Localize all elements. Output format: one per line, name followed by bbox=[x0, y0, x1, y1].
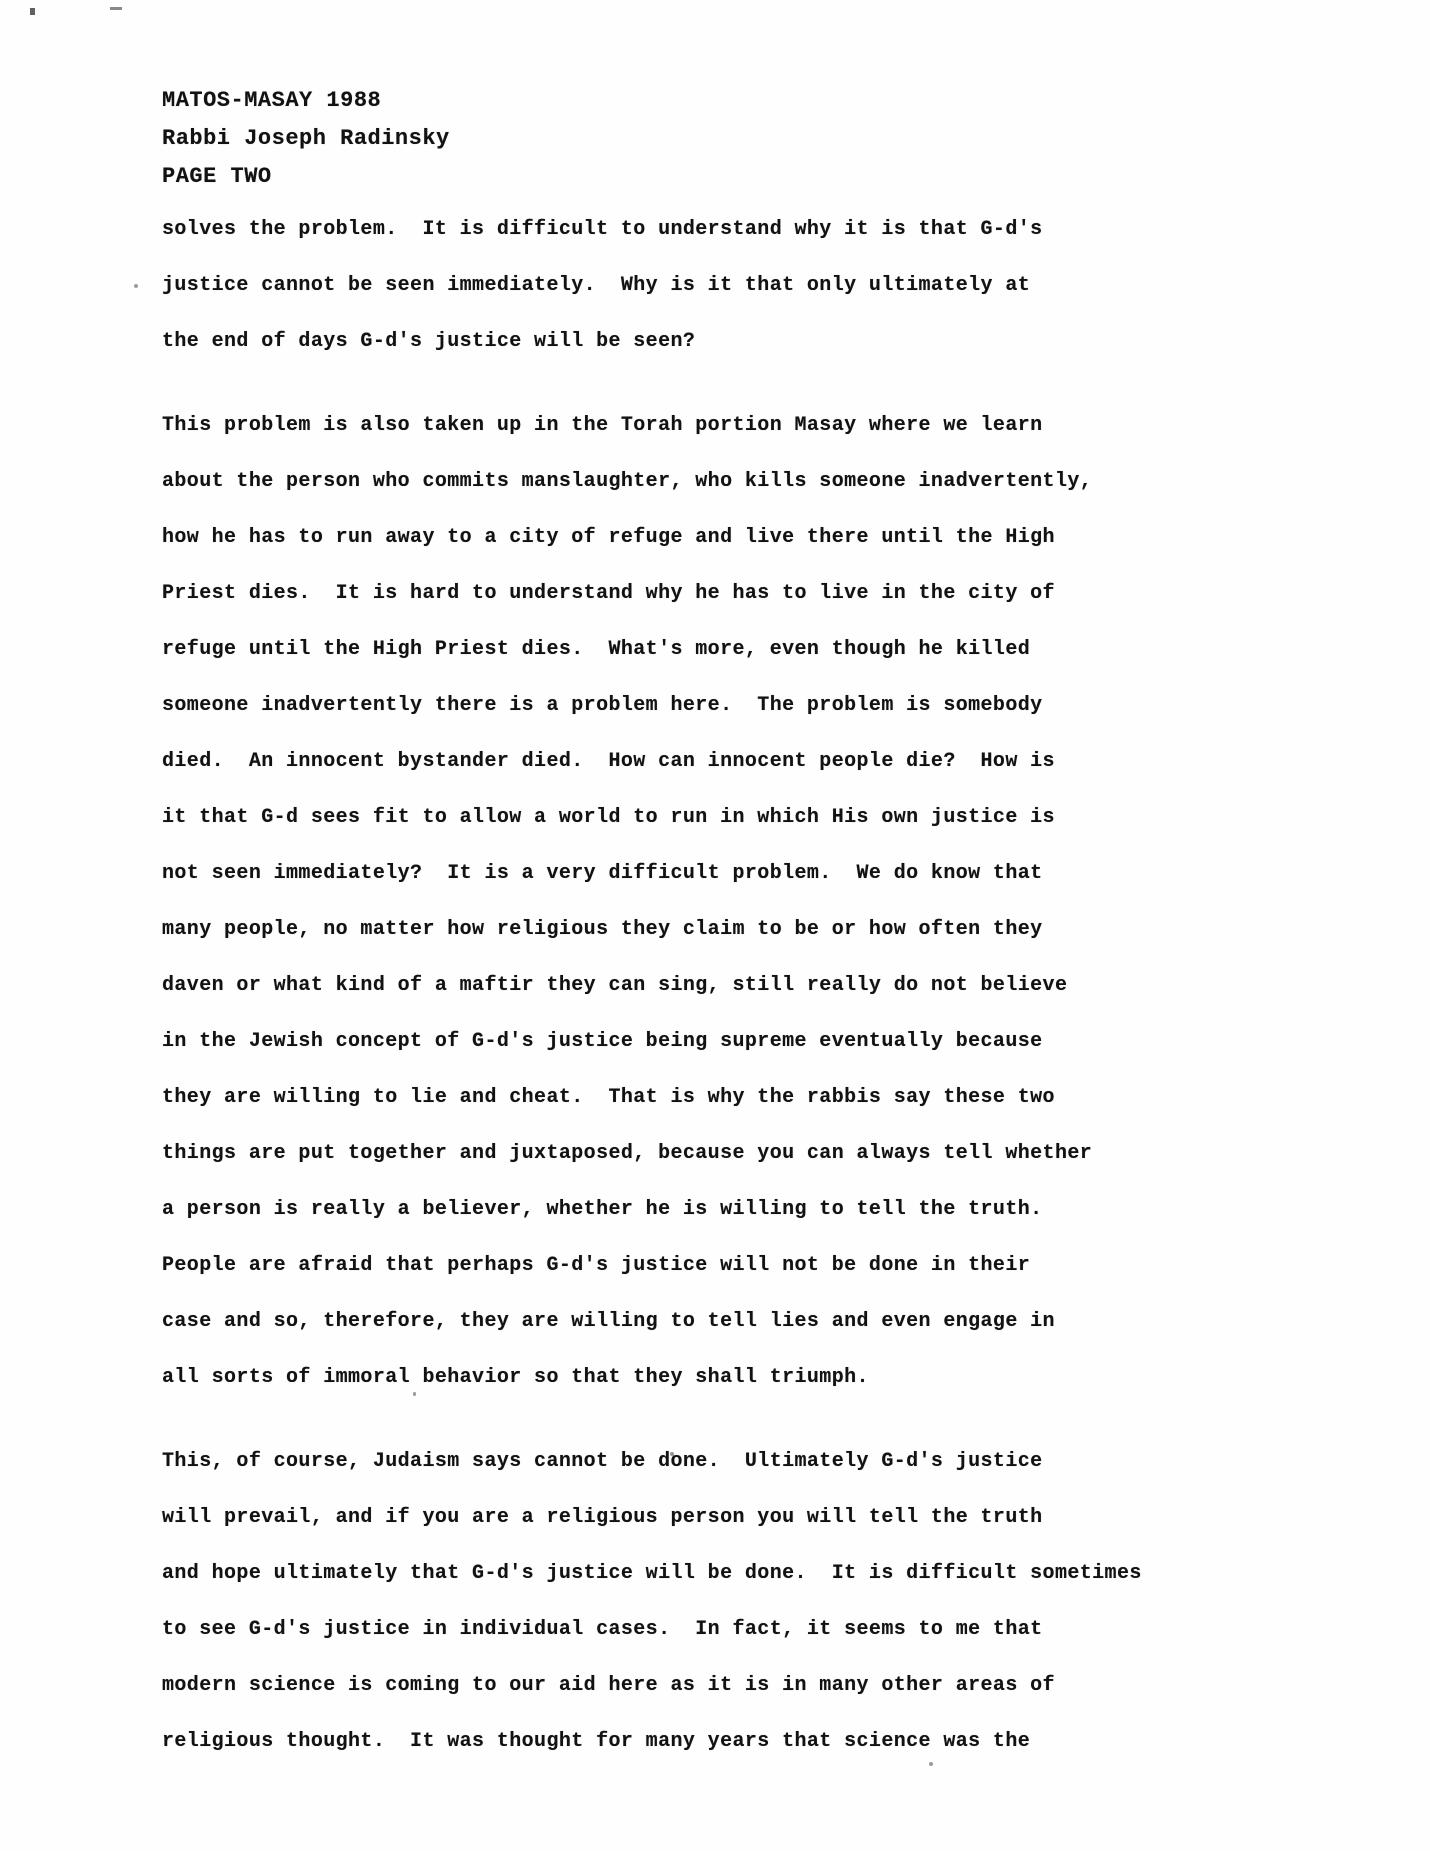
text-line: justice cannot be seen immediately. Why is it that only ultimately at bbox=[162, 274, 1031, 297]
text-line: someone inadvertently there is a problem here. The problem is somebody bbox=[162, 694, 1043, 717]
scan-artifact bbox=[110, 7, 122, 10]
text-line: to see G-d's justice in individual cases. In fact, it seems to me that bbox=[162, 1618, 1043, 1641]
text-line: died. An innocent bystander died. How can innocent people die? How is bbox=[162, 750, 1055, 773]
text-line: refuge until the High Priest dies. What's more, even though he killed bbox=[162, 638, 1031, 661]
text-line: not seen immediately? It is a very difficult problem. We do know that bbox=[162, 862, 1043, 885]
text-line: a person is really a believer, whether he is willing to tell the truth. bbox=[162, 1198, 1043, 1221]
paragraph-2 bbox=[162, 398, 1370, 1406]
text-line: People are afraid that perhaps G-d's justice will not be done in their bbox=[162, 1254, 1031, 1277]
text-line: all sorts of immoral behavior so that they shall triumph. bbox=[162, 1366, 869, 1389]
text-line: This problem is also taken up in the Torah portion Masay where we learn bbox=[162, 414, 1043, 437]
paragraph-1 bbox=[162, 202, 1370, 370]
scan-artifact bbox=[30, 8, 35, 15]
text-line: about the person who commits manslaughter, who kills someone inadvertently, bbox=[162, 470, 1093, 493]
text-line: will prevail, and if you are a religious person you will tell the truth bbox=[162, 1506, 1043, 1529]
header-title: MATOS-MASAY 1988 bbox=[162, 88, 382, 113]
text-line: modern science is coming to our aid here as it is in many other areas of bbox=[162, 1674, 1055, 1697]
text-line: daven or what kind of a maftir they can sing, still really do not believe bbox=[162, 974, 1068, 997]
paragraph-3 bbox=[162, 1434, 1370, 1770]
text-line: and hope ultimately that G-d's justice will be done. It is difficult sometimes bbox=[162, 1562, 1142, 1585]
text-line: the end of days G-d's justice will be seen? bbox=[162, 330, 696, 353]
text-line: they are willing to lie and cheat. That is why the rabbis say these two bbox=[162, 1086, 1055, 1109]
header-page-number: PAGE TWO bbox=[162, 164, 272, 189]
document-header bbox=[162, 82, 1370, 196]
scan-artifact bbox=[134, 284, 138, 288]
text-line: case and so, therefore, they are willing to tell lies and even engage in bbox=[162, 1310, 1055, 1333]
text-line: it that G-d sees fit to allow a world to run in which His own justice is bbox=[162, 806, 1055, 829]
text-line: things are put together and juxtaposed, because you can always tell whether bbox=[162, 1142, 1093, 1165]
text-line: Priest dies. It is hard to understand why he has to live in the city of bbox=[162, 582, 1055, 605]
text-line: This, of course, Judaism says cannot be done. Ultimately G-d's justice bbox=[162, 1450, 1043, 1473]
text-line: religious thought. It was thought for many years that science was the bbox=[162, 1730, 1031, 1753]
document-content bbox=[162, 82, 1370, 1770]
text-line: in the Jewish concept of G-d's justice being supreme eventually because bbox=[162, 1030, 1043, 1053]
text-line: how he has to run away to a city of refuge and live there until the High bbox=[162, 526, 1055, 549]
text-line: many people, no matter how religious they claim to be or how often they bbox=[162, 918, 1043, 941]
text-line: solves the problem. It is difficult to understand why it is that G-d's bbox=[162, 218, 1043, 241]
header-author: Rabbi Joseph Radinsky bbox=[162, 126, 450, 151]
